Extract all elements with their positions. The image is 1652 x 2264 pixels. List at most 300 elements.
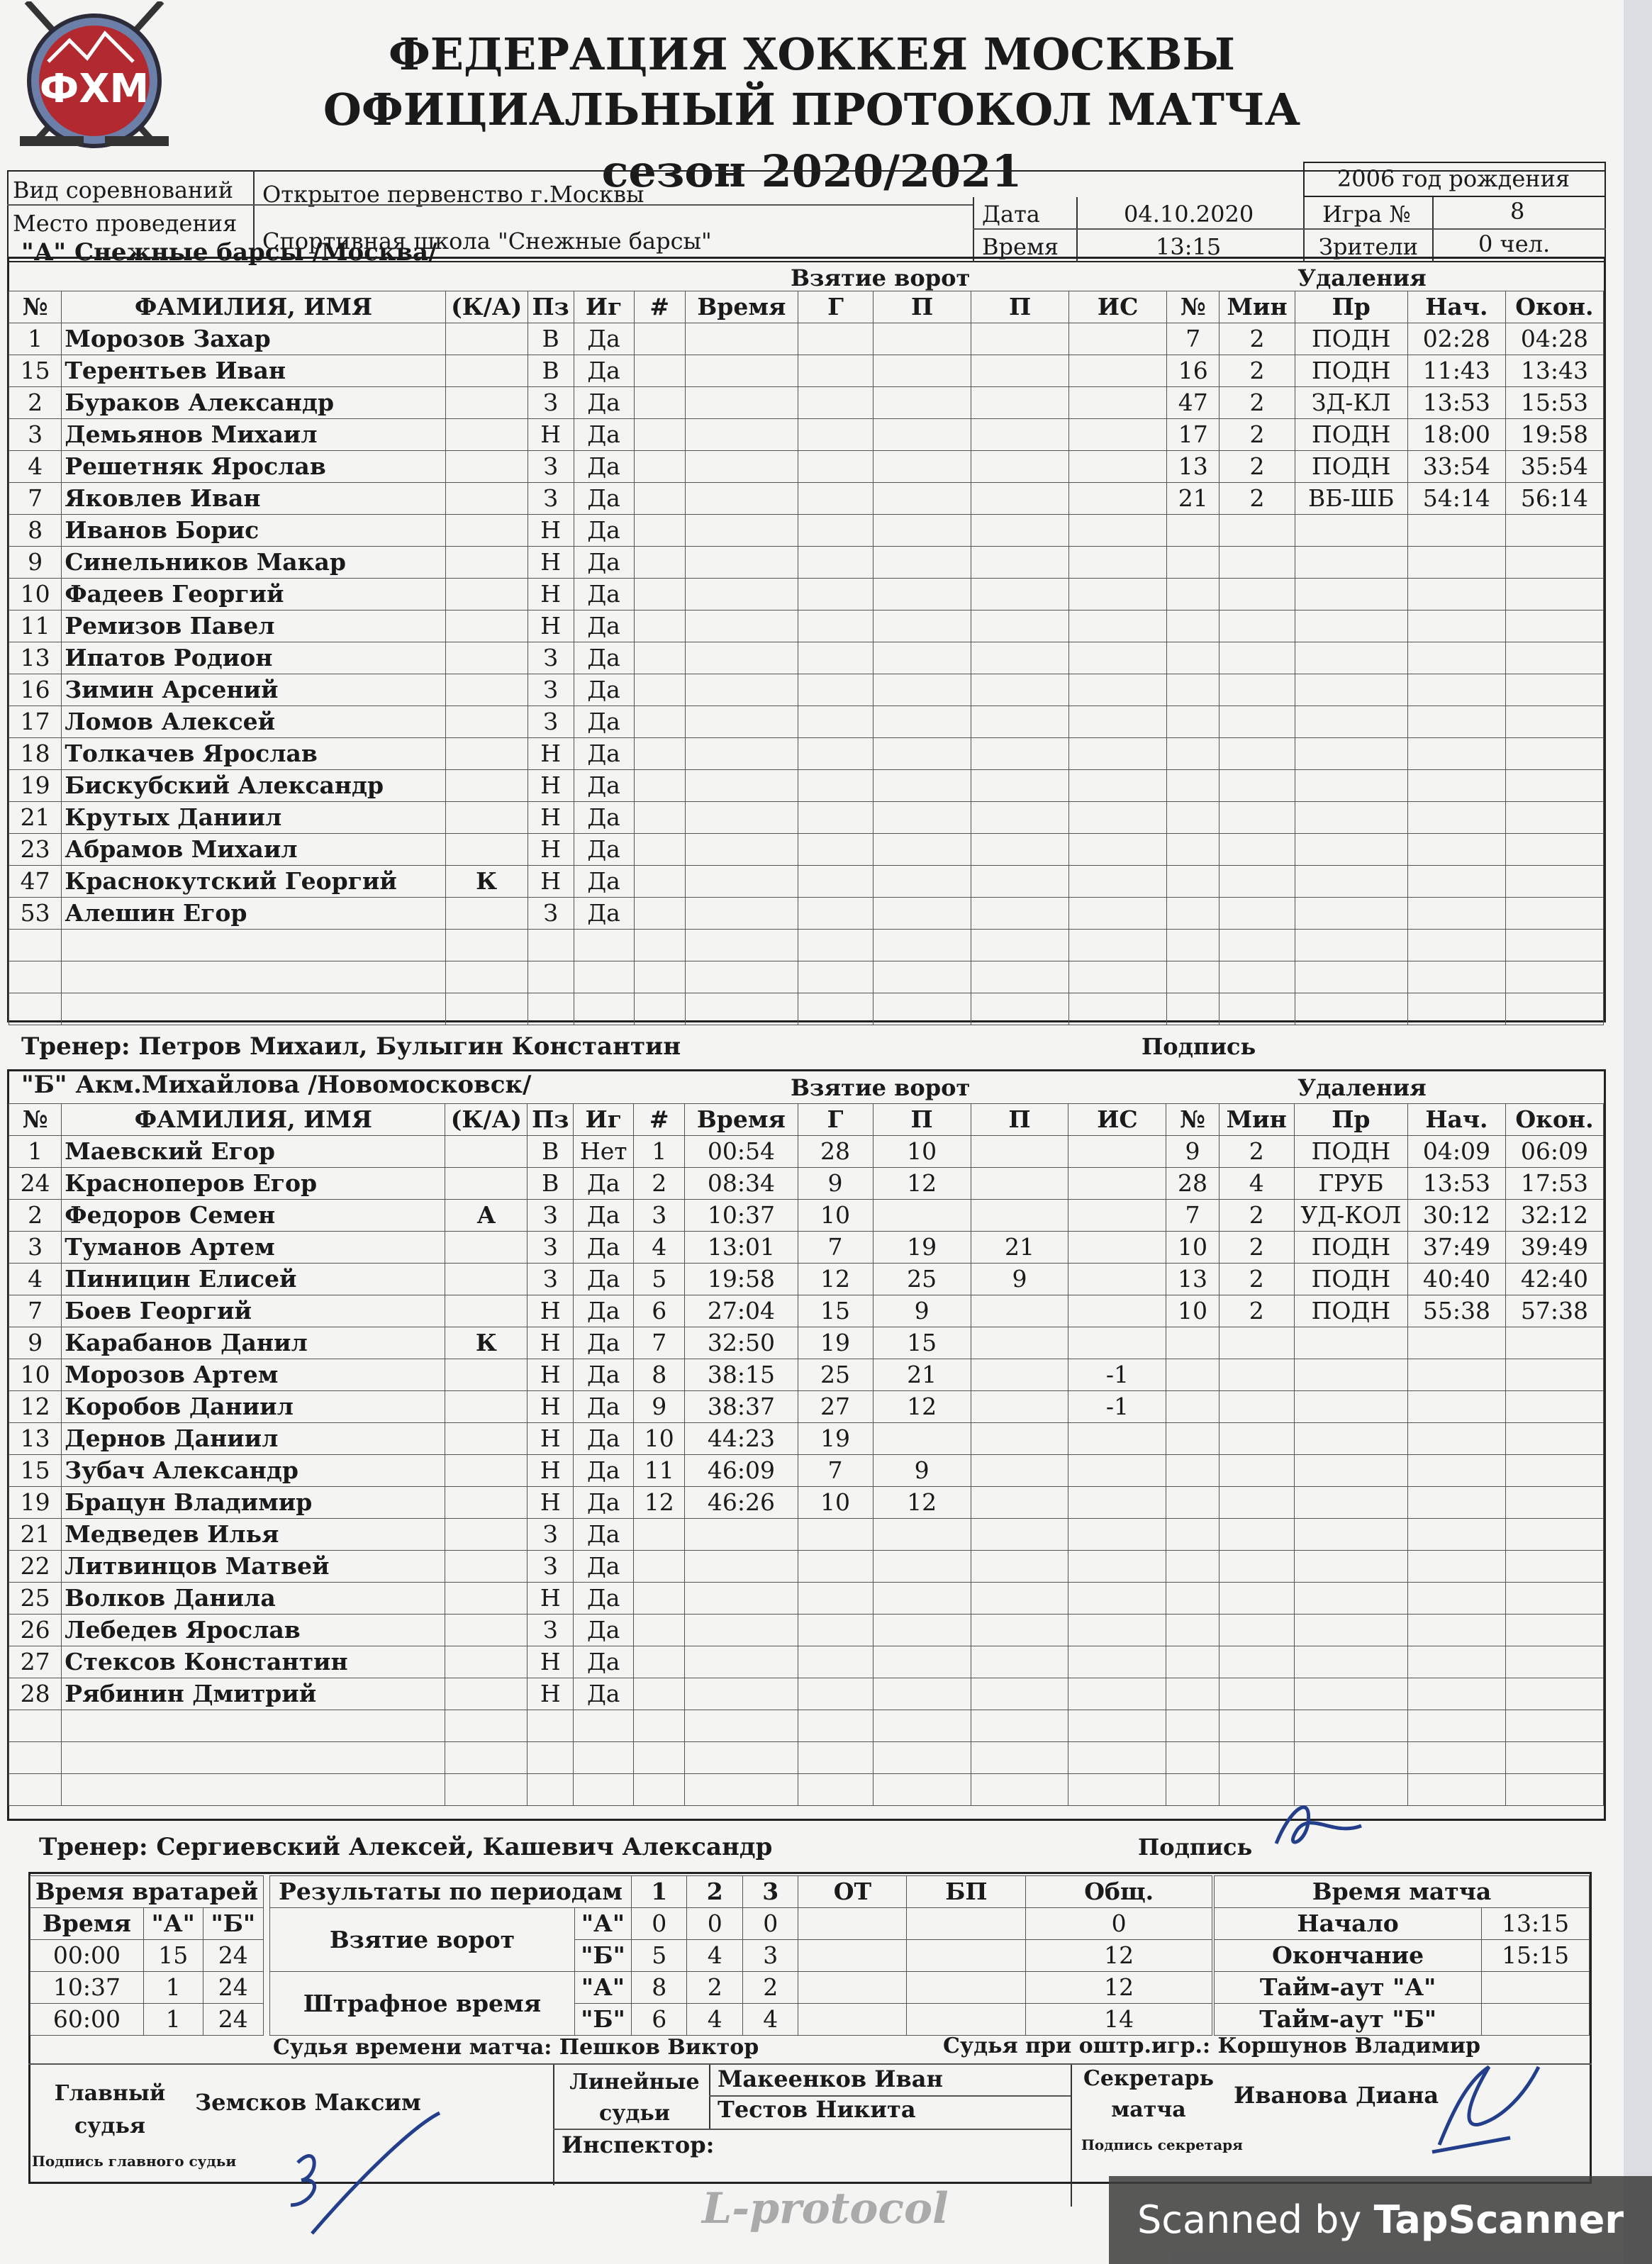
period-value: 6 xyxy=(632,2004,687,2036)
player-name xyxy=(62,930,445,961)
goal-situation xyxy=(1068,1646,1166,1678)
player-played: Да xyxy=(574,1359,634,1391)
player-name xyxy=(62,1774,445,1806)
penalty-end xyxy=(1505,515,1603,547)
team-b-row xyxy=(9,1391,1604,1423)
goal-index xyxy=(634,802,685,834)
player-role xyxy=(445,1295,528,1327)
period-value xyxy=(907,1908,1026,1940)
penalty-minutes xyxy=(1220,547,1295,579)
period-value: 0 xyxy=(742,1908,798,1940)
goal-scorer xyxy=(798,738,873,770)
goal-situation xyxy=(1068,1678,1166,1710)
penalty-player xyxy=(1166,1487,1219,1519)
goal-index xyxy=(634,355,685,387)
goal-time xyxy=(685,1646,798,1678)
player-played: Да xyxy=(574,610,634,642)
goal-assist-1: 9 xyxy=(873,1295,971,1327)
player-number xyxy=(9,930,62,961)
penalty-minutes xyxy=(1220,898,1295,930)
goal-time: 44:23 xyxy=(685,1423,798,1455)
player-played: Да xyxy=(574,1583,634,1615)
player-position: З xyxy=(528,706,574,738)
player-name: Литвинцов Матвей xyxy=(62,1551,445,1583)
goal-index: 11 xyxy=(634,1455,685,1487)
goal-scorer: 19 xyxy=(798,1423,873,1455)
player-name: Морозов Захар xyxy=(62,323,445,355)
player-number: 12 xyxy=(9,1391,62,1423)
penalty-minutes xyxy=(1220,866,1295,898)
goal-index xyxy=(634,1774,685,1806)
goal-scorer xyxy=(798,1583,873,1615)
team-a-row xyxy=(9,930,1604,961)
secretary-name: Иванова Диана xyxy=(1234,2082,1439,2109)
goal-scorer: 10 xyxy=(798,1200,873,1232)
period-value: 0 xyxy=(687,1908,742,1940)
team-b-row xyxy=(9,1327,1604,1359)
goal-situation xyxy=(1069,451,1167,483)
goal-index xyxy=(634,930,685,961)
goals-label: Взятие ворот xyxy=(270,1908,575,1972)
team-b-header-10: ИС xyxy=(1068,1104,1166,1136)
goal-time xyxy=(685,1742,798,1774)
goal-time xyxy=(685,419,798,451)
player-played: Да xyxy=(574,802,634,834)
end-time: 15:15 xyxy=(1482,1940,1590,1972)
team-b-row xyxy=(9,1710,1604,1742)
penalty-player xyxy=(1166,1710,1219,1742)
player-role xyxy=(445,1519,528,1551)
penalty-minutes xyxy=(1219,1359,1294,1391)
goal-scorer: 7 xyxy=(798,1232,873,1264)
goal-assist-2 xyxy=(971,323,1069,355)
goalie-cell: 15 xyxy=(143,1940,203,1972)
goal-situation xyxy=(1068,1519,1166,1551)
player-name: Иванов Борис xyxy=(62,515,445,547)
goal-time: 10:37 xyxy=(685,1200,798,1232)
goal-time xyxy=(685,451,798,483)
team-a-header-15: Окон. xyxy=(1505,291,1603,323)
goal-assist-2 xyxy=(971,1678,1068,1710)
player-role xyxy=(445,1646,528,1678)
penalty-player xyxy=(1167,930,1220,961)
penalty-player xyxy=(1167,993,1220,1025)
team-a-row xyxy=(9,323,1604,355)
goal-scorer xyxy=(798,993,873,1025)
team-b-row xyxy=(9,1168,1604,1200)
penalty-minutes xyxy=(1219,1583,1294,1615)
goal-assist-1 xyxy=(873,1678,971,1710)
penalty-reason xyxy=(1294,1455,1407,1487)
period-header-0: 1 xyxy=(632,1876,687,1908)
player-number: 47 xyxy=(9,866,62,898)
player-position: Н xyxy=(528,547,574,579)
penalty-player: 16 xyxy=(1167,355,1220,387)
goalie-row xyxy=(30,1940,264,1972)
penalty-start xyxy=(1407,1423,1505,1455)
goal-situation: -1 xyxy=(1068,1391,1166,1423)
goal-scorer xyxy=(798,1646,873,1678)
period-team: "А" xyxy=(575,1972,632,2004)
goal-assist-1 xyxy=(874,866,971,898)
penalty-start: 02:28 xyxy=(1407,323,1505,355)
penalty-player xyxy=(1167,834,1220,866)
penalty-start: 55:38 xyxy=(1407,1295,1505,1327)
goal-assist-2 xyxy=(971,674,1069,706)
goal-index xyxy=(634,993,685,1025)
team-a-header-0: № xyxy=(9,291,62,323)
player-number: 7 xyxy=(9,1295,62,1327)
scanner-prefix: Scanned by xyxy=(1137,2197,1374,2242)
team-a-row xyxy=(9,483,1604,515)
goal-assist-1: 21 xyxy=(873,1359,971,1391)
player-name: Яковлев Иван xyxy=(62,483,445,515)
penalty-minutes: 2 xyxy=(1220,483,1295,515)
penalty-player xyxy=(1166,1583,1219,1615)
game-label: Игра № xyxy=(1322,201,1411,228)
team-b-title: "Б" Акм.Михайлова /Новомосковск/ xyxy=(21,1071,532,1099)
goal-assist-1 xyxy=(874,898,971,930)
penalty-start xyxy=(1407,1359,1505,1391)
player-number: 21 xyxy=(9,1519,62,1551)
team-a-row xyxy=(9,834,1604,866)
penalty-reason xyxy=(1295,610,1407,642)
period-value: 5 xyxy=(632,1940,687,1972)
player-position: Н xyxy=(528,770,574,802)
goal-time: 46:26 xyxy=(685,1487,798,1519)
goal-time xyxy=(685,674,798,706)
penalty-minutes xyxy=(1219,1646,1294,1678)
timeout-a-value xyxy=(1482,1972,1590,2004)
goal-time: 13:01 xyxy=(685,1232,798,1264)
penalty-minutes xyxy=(1220,961,1295,993)
goal-situation xyxy=(1069,579,1167,610)
goal-assist-2 xyxy=(971,1168,1068,1200)
penalty-end: 39:49 xyxy=(1505,1232,1603,1264)
player-number: 24 xyxy=(9,1168,62,1200)
penalty-minutes xyxy=(1220,706,1295,738)
penalty-end xyxy=(1505,866,1603,898)
goal-assist-2 xyxy=(971,1327,1068,1359)
goal-scorer xyxy=(798,1710,873,1742)
match-time-table xyxy=(1214,1875,1590,2036)
penalty-start xyxy=(1407,738,1505,770)
goal-scorer xyxy=(798,579,873,610)
penalty-minutes xyxy=(1219,1551,1294,1583)
penalty-reason: ПОДН xyxy=(1295,355,1407,387)
player-name: Маевский Егор xyxy=(62,1136,445,1168)
penalty-end xyxy=(1505,674,1603,706)
penalty-start xyxy=(1407,1710,1505,1742)
goal-scorer: 12 xyxy=(798,1264,873,1295)
player-played: Да xyxy=(574,898,634,930)
player-position: Н xyxy=(528,1487,574,1519)
team-a-row xyxy=(9,770,1604,802)
penalty-reason xyxy=(1295,898,1407,930)
period-value: 8 xyxy=(632,1972,687,2004)
goal-assist-2 xyxy=(971,770,1069,802)
goal-assist-2 xyxy=(971,834,1069,866)
goal-situation xyxy=(1069,483,1167,515)
goal-assist-1 xyxy=(874,738,971,770)
penalty-start xyxy=(1407,547,1505,579)
team-b-header-7: Г xyxy=(798,1104,873,1136)
team-a-header-2: (К/А) xyxy=(445,291,528,323)
player-name: Алешин Егор xyxy=(62,898,445,930)
player-position: В xyxy=(528,1168,574,1200)
player-role: К xyxy=(445,866,528,898)
team-a-header-13: Пр xyxy=(1295,291,1407,323)
goal-assist-2 xyxy=(971,579,1069,610)
date-value: 04.10.2020 xyxy=(1124,201,1254,228)
penalty-end xyxy=(1505,1391,1603,1423)
team-a-goals-title: Взятие ворот xyxy=(791,264,971,291)
goal-assist-1: 19 xyxy=(873,1232,971,1264)
team-a-row xyxy=(9,419,1604,451)
secretary-signature xyxy=(1425,2053,1546,2159)
player-played: Да xyxy=(574,1646,634,1678)
team-a-header-3: Пз xyxy=(528,291,574,323)
goalie-cell: 1 xyxy=(143,2004,203,2036)
goal-situation xyxy=(1069,674,1167,706)
goalie-row xyxy=(30,1972,264,2004)
penalty-end xyxy=(1505,898,1603,930)
penalty-reason: ГРУБ xyxy=(1294,1168,1407,1200)
player-position: Н xyxy=(528,610,574,642)
watermark: L-protocol xyxy=(702,2184,949,2234)
goal-assist-2 xyxy=(971,898,1069,930)
goal-index xyxy=(634,738,685,770)
team-a-signature-label: Подпись xyxy=(1142,1033,1256,1060)
goal-assist-1 xyxy=(874,610,971,642)
player-name: Коробов Даниил xyxy=(62,1391,445,1423)
goal-situation xyxy=(1069,547,1167,579)
goal-time xyxy=(685,1519,798,1551)
penalty-start xyxy=(1407,515,1505,547)
goal-assist-1 xyxy=(874,387,971,419)
goalie-cell: 24 xyxy=(203,1940,263,1972)
linesmen-label: Линейные судьи xyxy=(569,2070,700,2126)
player-played: Да xyxy=(574,1455,634,1487)
goal-assist-2 xyxy=(971,866,1069,898)
player-role xyxy=(445,706,528,738)
penalty-reason xyxy=(1295,770,1407,802)
penalty-player: 7 xyxy=(1167,323,1220,355)
goal-index xyxy=(634,1551,685,1583)
goal-time xyxy=(685,547,798,579)
goal-situation xyxy=(1069,961,1167,993)
penalty-end xyxy=(1505,1710,1603,1742)
period-row xyxy=(270,1972,1212,2004)
penalty-start xyxy=(1407,770,1505,802)
player-position: Н xyxy=(528,1423,574,1455)
goalie-cell: 24 xyxy=(203,1972,263,2004)
goalie-row xyxy=(30,2004,264,2036)
player-played: Да xyxy=(574,834,634,866)
player-name: Зубач Александр xyxy=(62,1455,445,1487)
penalty-end xyxy=(1505,706,1603,738)
penalty-end xyxy=(1505,547,1603,579)
penalty-end xyxy=(1505,1615,1603,1646)
goal-time: 00:54 xyxy=(685,1136,798,1168)
player-number: 10 xyxy=(9,1359,62,1391)
player-played xyxy=(574,961,634,993)
player-number: 13 xyxy=(9,642,62,674)
player-position: В xyxy=(528,1136,574,1168)
player-role xyxy=(445,547,528,579)
goal-scorer xyxy=(798,770,873,802)
penalty-minutes: 2 xyxy=(1219,1136,1294,1168)
team-a-row xyxy=(9,642,1604,674)
goal-assist-1: 12 xyxy=(873,1391,971,1423)
goal-assist-1 xyxy=(874,355,971,387)
penalty-reason xyxy=(1295,515,1407,547)
player-number: 3 xyxy=(9,1232,62,1264)
player-role xyxy=(445,961,528,993)
goal-time xyxy=(685,1710,798,1742)
penalty-end: 06:09 xyxy=(1505,1136,1603,1168)
penalty-end: 15:53 xyxy=(1505,387,1603,419)
period-header-1: 2 xyxy=(687,1876,742,1908)
team-a-row xyxy=(9,738,1604,770)
penalty-start xyxy=(1407,706,1505,738)
penalty-start xyxy=(1407,898,1505,930)
player-played: Да xyxy=(574,1678,634,1710)
goal-scorer: 15 xyxy=(798,1295,873,1327)
period-value xyxy=(798,2004,907,2036)
penalty-player xyxy=(1167,547,1220,579)
penalty-minutes xyxy=(1219,1519,1294,1551)
penalty-reason xyxy=(1294,1646,1407,1678)
goal-index xyxy=(634,387,685,419)
goal-index xyxy=(634,515,685,547)
penalty-minutes xyxy=(1220,674,1295,706)
goal-scorer: 25 xyxy=(798,1359,873,1391)
birth-year: 2006 год рождения xyxy=(1336,165,1570,192)
period-value: 12 xyxy=(1026,1940,1212,1972)
goal-time xyxy=(685,738,798,770)
goal-time: 27:04 xyxy=(685,1295,798,1327)
penalty-reason: ПОДН xyxy=(1294,1136,1407,1168)
player-position: Н xyxy=(528,866,574,898)
goal-situation xyxy=(1068,1264,1166,1295)
player-number: 22 xyxy=(9,1551,62,1583)
penalty-start: 11:43 xyxy=(1407,355,1505,387)
goal-assist-1: 15 xyxy=(873,1327,971,1359)
goal-situation xyxy=(1068,1455,1166,1487)
team-a-header-1: ФАМИЛИЯ, ИМЯ xyxy=(62,291,445,323)
goal-scorer xyxy=(798,834,873,866)
player-number: 9 xyxy=(9,1327,62,1359)
penalty-end xyxy=(1505,1423,1603,1455)
goal-time xyxy=(685,642,798,674)
goal-assist-1 xyxy=(873,1200,971,1232)
player-name: Решетняк Ярослав xyxy=(62,451,445,483)
goal-situation xyxy=(1069,355,1167,387)
penalty-end xyxy=(1505,610,1603,642)
player-role xyxy=(445,515,528,547)
player-role xyxy=(445,1583,528,1615)
penalty-player xyxy=(1167,898,1220,930)
penalty-start: 54:14 xyxy=(1407,483,1505,515)
penalty-minutes: 2 xyxy=(1220,355,1295,387)
player-name: Пиницин Елисей xyxy=(62,1264,445,1295)
player-played: Да xyxy=(574,674,634,706)
goal-assist-1 xyxy=(874,674,971,706)
goal-assist-2 xyxy=(971,1646,1068,1678)
goal-index xyxy=(634,1615,685,1646)
goal-assist-1 xyxy=(873,1646,971,1678)
goal-index xyxy=(634,451,685,483)
player-position xyxy=(528,1742,574,1774)
goal-time: 32:50 xyxy=(685,1327,798,1359)
penalty-start: 37:49 xyxy=(1407,1232,1505,1264)
goal-index: 8 xyxy=(634,1359,685,1391)
goal-time xyxy=(685,323,798,355)
penalty-judge: Судья при оштр.игр.: Коршунов Владимир xyxy=(943,2034,1480,2058)
team-a-row xyxy=(9,579,1604,610)
penalty-end: 56:14 xyxy=(1505,483,1603,515)
player-name xyxy=(62,1742,445,1774)
player-played: Да xyxy=(574,1551,634,1583)
team-b-table xyxy=(9,1103,1604,1806)
period-value: 3 xyxy=(742,1940,798,1972)
penalty-start xyxy=(1407,961,1505,993)
player-position: З xyxy=(528,1615,574,1646)
team-b-header-4: Иг xyxy=(574,1104,634,1136)
player-number: 19 xyxy=(9,770,62,802)
penalty-start: 30:12 xyxy=(1407,1200,1505,1232)
player-position: Н xyxy=(528,1646,574,1678)
goal-assist-2 xyxy=(971,1359,1068,1391)
goal-scorer: 7 xyxy=(798,1455,873,1487)
team-b-header-9: П xyxy=(971,1104,1068,1136)
goal-scorer xyxy=(798,1519,873,1551)
goal-situation xyxy=(1068,1583,1166,1615)
penalty-start xyxy=(1407,1678,1505,1710)
goal-assist-2 xyxy=(971,1742,1068,1774)
goal-scorer xyxy=(798,515,873,547)
game-number: 8 xyxy=(1510,198,1525,225)
goal-assist-2: 21 xyxy=(971,1232,1068,1264)
penalty-start: 33:54 xyxy=(1407,451,1505,483)
period-value: 4 xyxy=(687,2004,742,2036)
player-number: 16 xyxy=(9,674,62,706)
goal-situation xyxy=(1068,1487,1166,1519)
player-number: 3 xyxy=(9,419,62,451)
goal-assist-1 xyxy=(873,1519,971,1551)
penalty-player: 13 xyxy=(1166,1264,1219,1295)
player-position xyxy=(528,961,574,993)
penalty-player xyxy=(1166,1742,1219,1774)
penalty-reason: ПОДН xyxy=(1295,419,1407,451)
team-a-header-4: Иг xyxy=(574,291,634,323)
player-played xyxy=(574,930,634,961)
penalty-player xyxy=(1166,1391,1219,1423)
penalty-player xyxy=(1167,515,1220,547)
player-name: Морозов Артем xyxy=(62,1359,445,1391)
penalty-start xyxy=(1407,1774,1505,1806)
player-name: Волков Данила xyxy=(62,1583,445,1615)
penalty-reason xyxy=(1294,1487,1407,1519)
penalty-start xyxy=(1407,579,1505,610)
player-position: Н xyxy=(528,1583,574,1615)
goal-assist-1 xyxy=(873,1551,971,1583)
penalty-minutes xyxy=(1220,770,1295,802)
team-a-header-10: ИС xyxy=(1069,291,1167,323)
team-b-row xyxy=(9,1551,1604,1583)
team-a-header-12: Мин xyxy=(1220,291,1295,323)
